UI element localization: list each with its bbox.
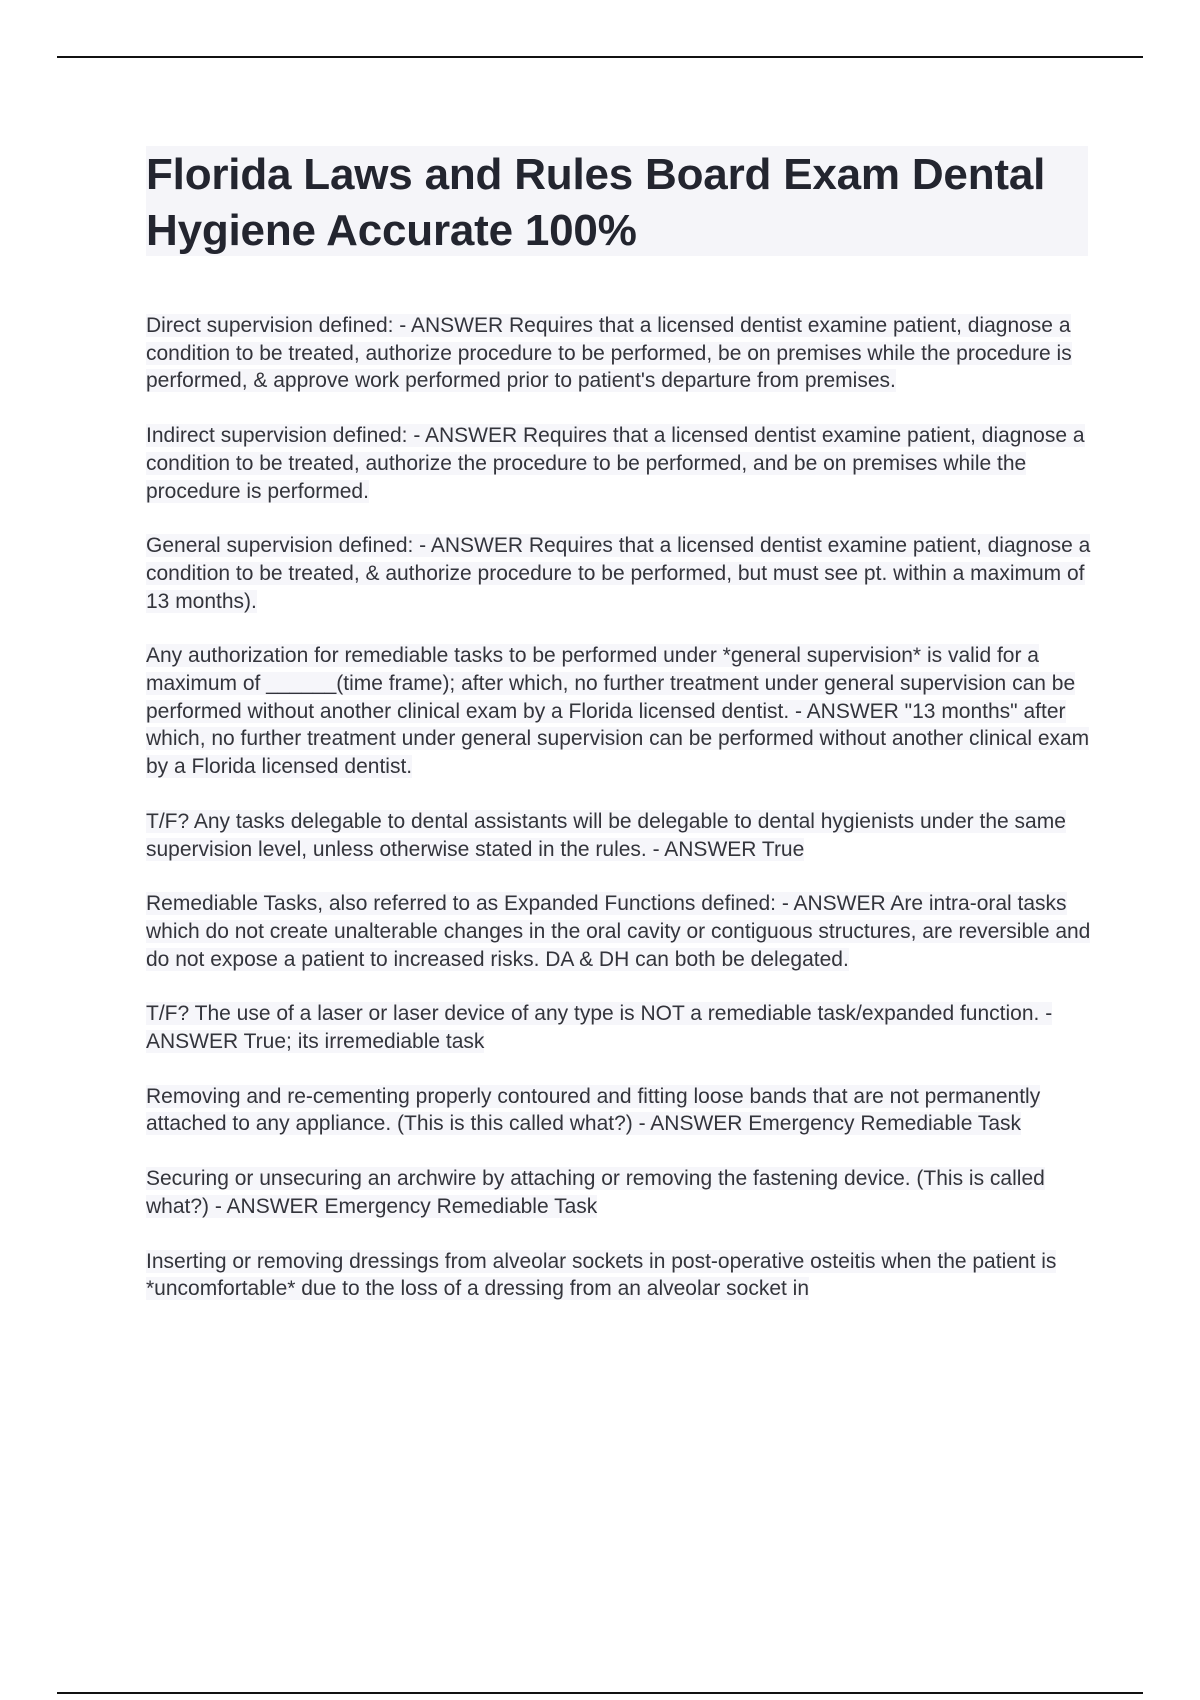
qa-text: Direct supervision defined: - ANSWER Requires that a licensed dentist examine patient, diagnose a condition to be treated, authorize procedure to be performed, be on premises while the procedure is performed, & approve work performed prior to patient's departure from premises. <box>146 314 1072 393</box>
qa-item <box>146 422 1096 505</box>
qa-text: Inserting or removing dressings from alveolar sockets in post-operative osteitis when the patient is *uncomfortable* due to the loss of a dressing from an alveolar socket in <box>146 1249 1057 1301</box>
top-rule <box>57 56 1143 58</box>
qa-list <box>146 312 1096 1330</box>
document-title: Florida Laws and Rules Board Exam Dental Hygiene Accurate 100% <box>146 150 1046 255</box>
qa-text: Removing and re-cementing properly contoured and fitting loose bands that are not permanently attached to any appliance. (This is this called what?) - ANSWER Emergency Remediable Task <box>146 1084 1041 1136</box>
qa-item <box>146 1000 1096 1055</box>
qa-item <box>146 1083 1096 1138</box>
qa-text: Remediable Tasks, also referred to as Expanded Functions defined: - ANSWER Are intra-oral tasks which do not create unalterable changes in the oral cavity or contiguous structures, are reversible and do not expose a patient to increased risks. DA & DH can both be delegated. <box>146 892 1091 971</box>
qa-text: Indirect supervision defined: - ANSWER Requires that a licensed dentist examine patient, diagnose a condition to be treated, authorize the procedure to be performed, and be on premises while the procedure is performed. <box>146 424 1085 503</box>
qa-item <box>146 1248 1096 1303</box>
qa-item <box>146 642 1096 781</box>
qa-item <box>146 808 1096 863</box>
bottom-rule <box>57 1692 1143 1694</box>
qa-item <box>146 1165 1096 1220</box>
qa-text: Any authorization for remediable tasks to be performed under *general supervision* is valid for a maximum of ______(time frame); after which, no further treatment under general supervision can be performed without another clinical exam by a Florida licensed dentist. - ANSWER "13 months" after which, no further treatment under general supervision can be performed without another clinical exam by a Florida licensed dentist. <box>146 644 1090 779</box>
qa-text: T/F? Any tasks delegable to dental assistants will be delegable to dental hygienists under the same supervision level, unless otherwise stated in the rules. - ANSWER True <box>146 809 1066 861</box>
qa-item <box>146 312 1096 395</box>
qa-text: Securing or unsecuring an archwire by attaching or removing the fastening device. (This is called what?) - ANSWER Emergency Remediable Task <box>146 1167 1045 1218</box>
qa-item <box>146 890 1096 973</box>
qa-text: General supervision defined: - ANSWER Requires that a licensed dentist examine patient, diagnose a condition to be treated, & authorize procedure to be performed, but must see pt. within a maximum of 13 months). <box>146 534 1091 613</box>
document-title-block <box>146 146 1088 256</box>
qa-text: T/F? The use of a laser or laser device of any type is NOT a remediable task/expanded function. - ANSWER True; its irremediable task <box>146 1002 1053 1054</box>
qa-item <box>146 532 1096 615</box>
